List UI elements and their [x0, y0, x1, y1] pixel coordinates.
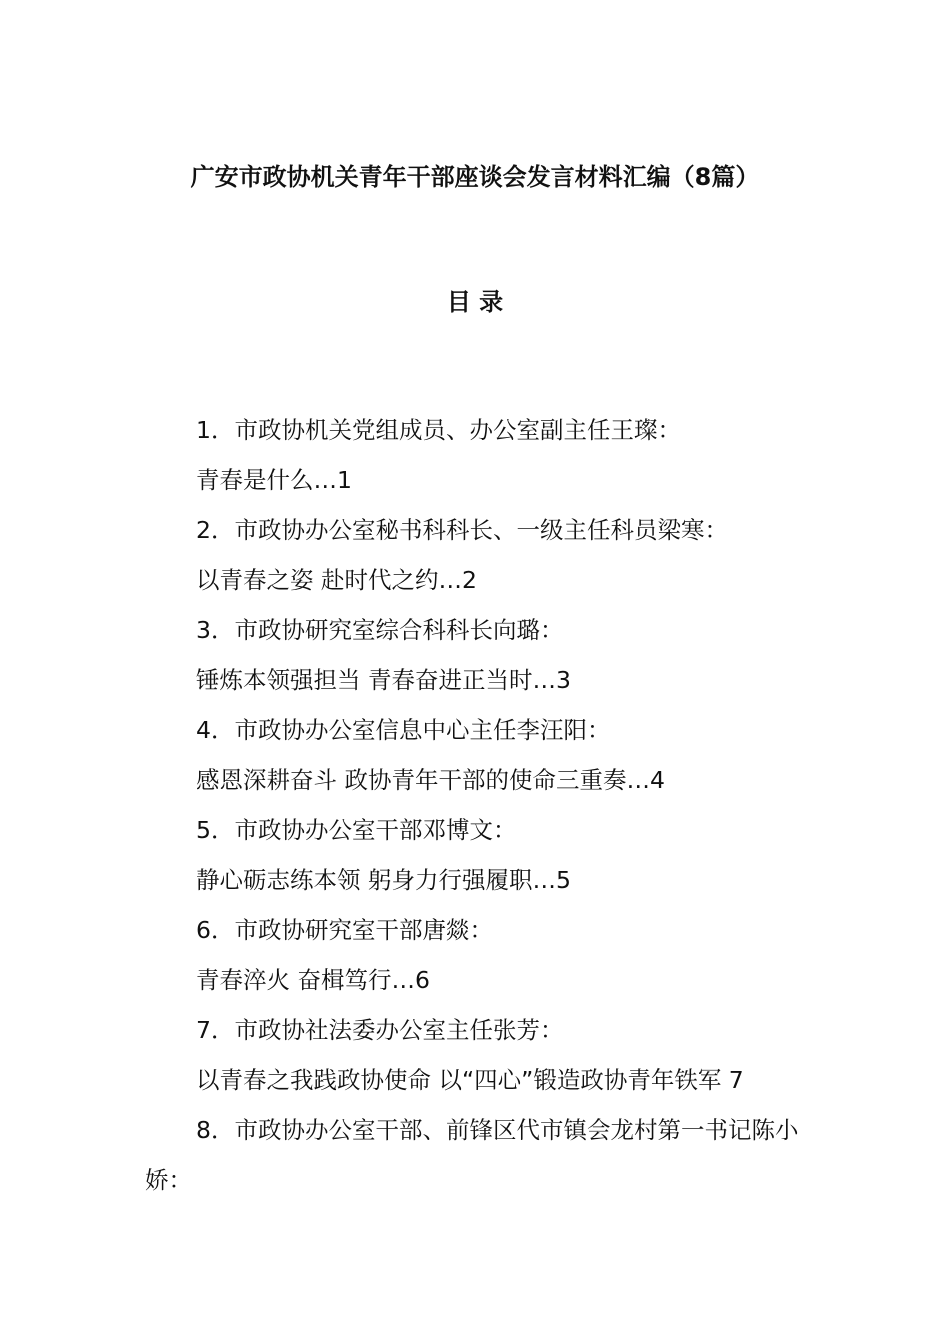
toc-entry-2-topic: 以青春之姿 赴时代之约…2 [196, 566, 477, 594]
toc-entry-5-topic: 静心砺志练本领 躬身力行强履职…5 [196, 866, 571, 894]
toc-entry-7-speaker: 7．市政协社法委办公室主任张芳： [196, 1016, 564, 1044]
table-of-contents [145, 405, 815, 1205]
toc-entry-4-topic: 感恩深耕奋斗 政协青年干部的使命三重奏…4 [196, 766, 665, 794]
toc-entry-4-speaker: 4．市政协办公室信息中心主任李汪阳： [196, 716, 611, 744]
toc-entry-6-speaker: 6．市政协研究室干部唐燚： [196, 916, 493, 944]
toc-entry-3-speaker: 3．市政协研究室综合科科长向璐： [196, 616, 564, 644]
toc-entry-3-topic: 锤炼本领强担当 青春奋进正当时…3 [196, 666, 571, 694]
toc-entry-1-topic: 青春是什么…1 [196, 466, 352, 494]
toc-heading: 目 录 [446, 288, 504, 316]
toc-entry-2-speaker: 2．市政协办公室秘书科科长、一级主任科员梁寒： [196, 516, 728, 544]
toc-entry-7-topic: 以青春之我践政协使命 以“四心”锻造政协青年铁军 7 [196, 1066, 744, 1094]
toc-entry-6-topic: 青春淬火 奋楫笃行…6 [196, 966, 430, 994]
toc-entry-8-speaker: 8．市政协办公室干部、前锋区代市镇会龙村第一书记陈小娇： [145, 1116, 799, 1194]
document-title: 广安市政协机关青年干部座谈会发言材料汇编（8篇） [190, 163, 760, 191]
toc-entry-1-speaker: 1．市政协机关党组成员、办公室副主任王璨： [196, 416, 681, 444]
toc-entry-5-speaker: 5．市政协办公室干部邓博文： [196, 816, 517, 844]
